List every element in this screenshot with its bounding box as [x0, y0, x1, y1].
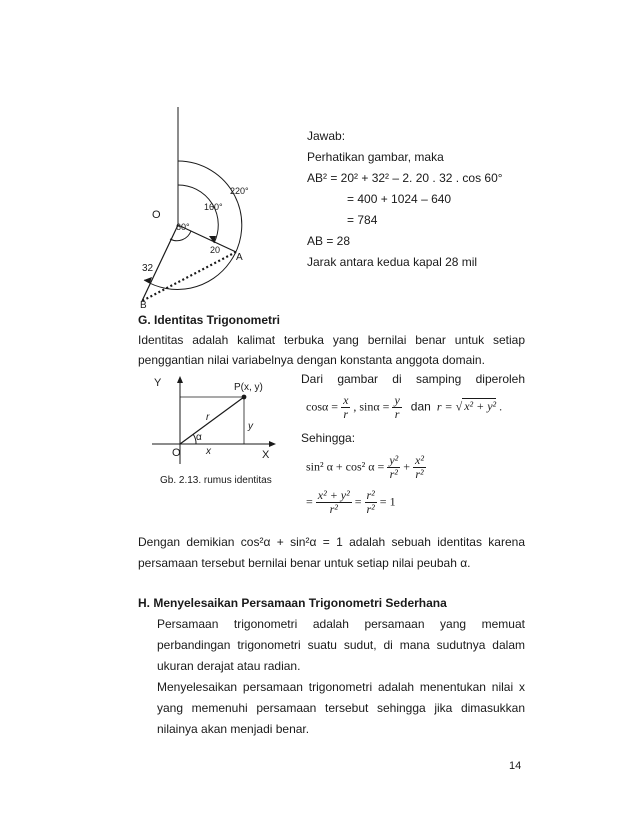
label-X: X — [262, 449, 270, 461]
answer-jawab: Jawab: — [307, 129, 346, 143]
label-r: r — [206, 412, 210, 423]
y-axis-arrow — [177, 376, 183, 383]
period: . — [499, 399, 503, 414]
page-number: 14 — [509, 760, 522, 772]
section-h-p2-l1: Menyelesaikan persamaan trigonometri adalah menentukan nilai x — [157, 680, 525, 694]
label-220: 220° — [230, 186, 249, 196]
label-A: A — [236, 252, 243, 263]
label-Y: Y — [154, 377, 162, 389]
r-def: r = — [436, 399, 453, 414]
label-60: 60° — [176, 222, 190, 232]
label-O: O — [152, 209, 161, 221]
bearing-diagram — [130, 105, 310, 310]
plus-sign: + — [403, 459, 411, 474]
eq-sign-1: = — [306, 494, 313, 509]
radicand: x² + y² — [464, 399, 497, 414]
section-g-conclusion1: Dengan demikian cos²α + sin²α = 1 adalah sebuah identitas karena — [138, 535, 525, 549]
section-g-line2: penggantian nilai variabelnya dengan konstanta anggota domain. — [138, 353, 485, 367]
trig-definitions — [306, 394, 502, 421]
arc-220 — [144, 161, 242, 289]
eq-sign-2: = — [354, 494, 362, 509]
dan-word: dan — [410, 399, 431, 414]
section-g-line1: Identitas adalah kalimat terbuka yang bernilai benar untuk setiap — [138, 333, 525, 347]
answer-eq4: AB = 28 — [307, 234, 351, 248]
frac-y2-over-r2: $\frac{\text{y²}}{\text{r²}}$ — [389, 453, 399, 481]
figure-caption: Gb. 2.13. rumus identitas — [160, 475, 272, 486]
equals-one: = 1 — [379, 494, 396, 509]
answer-conclusion: Jarak antara kedua kapal 28 mil — [307, 255, 478, 269]
identity-line1 — [306, 454, 426, 481]
label-B: B — [140, 300, 147, 310]
sin-def: , sinα = — [353, 399, 390, 414]
label-32: 32 — [142, 263, 154, 274]
unit-circle-diagram — [148, 372, 288, 467]
line-AB-dotted — [142, 252, 236, 301]
section-g-heading: G. Identitas Trigonometri — [138, 313, 281, 327]
section-h-p2-l2: yang memenuhi persamaan tersebut sehingga jika dimasukkan — [157, 701, 525, 715]
lhs1: sin² α + cos² α = — [306, 459, 385, 474]
section-h-p1-l1: Persamaan trigonometri adalah persamaan yang memuat — [157, 617, 525, 631]
x-axis-arrow — [269, 441, 276, 447]
label-y: y — [248, 421, 253, 432]
identity-line2 — [306, 489, 396, 516]
frac-x2-over-r2: $\frac{\text{x²}}{\text{r²}}$ — [415, 453, 424, 481]
answer-intro: Perhatikan gambar, maka — [307, 150, 444, 164]
frac-r2-over-r2: $\frac{\text{r²}}{\text{r²}}$ — [366, 488, 375, 516]
frac-y-over-r: $\frac{y}{r}$ — [394, 393, 400, 421]
label-P: P(x, y) — [234, 382, 263, 393]
label-alpha: α — [196, 432, 202, 443]
dari-gambar-text: Dari gambar di samping diperoleh — [301, 372, 525, 386]
radius-line — [180, 397, 244, 444]
cos-def: cosα = — [306, 399, 339, 414]
frac-sum-over-r2: $\frac{\text{x² + y²}}{\text{r²}}$ — [317, 488, 350, 516]
answer-eq3: = 784 — [347, 213, 378, 227]
section-h-heading: H. Menyelesaikan Persamaan Trigonometri Sederhana — [138, 596, 447, 610]
label-x: x — [206, 446, 211, 457]
section-h-p1-l2: perbandingan trigonometri suatu sudut, di mana sudutnya dalam — [157, 638, 525, 652]
answer-eq2: = 400 + 1024 – 640 — [347, 192, 452, 206]
frac-x-over-r: $\frac{x}{r}$ — [343, 393, 349, 421]
section-h-p2-l3: nilainya akan menjadi benar. — [157, 722, 310, 736]
sqrt-sign: √ — [455, 399, 463, 414]
label-160: 160° — [204, 202, 223, 212]
section-h-p1-l3: ukuran derajat atau radian. — [157, 659, 301, 673]
sehingga-text: Sehingga: — [301, 431, 356, 445]
label-O2: O — [172, 447, 181, 459]
label-20: 20 — [210, 245, 221, 255]
section-g-conclusion2: persamaan tersebut bernilai benar untuk setiap nilai peubah α. — [138, 556, 471, 570]
answer-eq1: AB² = 20² + 32² – 2. 20 . 32 . cos 60° — [307, 171, 503, 185]
